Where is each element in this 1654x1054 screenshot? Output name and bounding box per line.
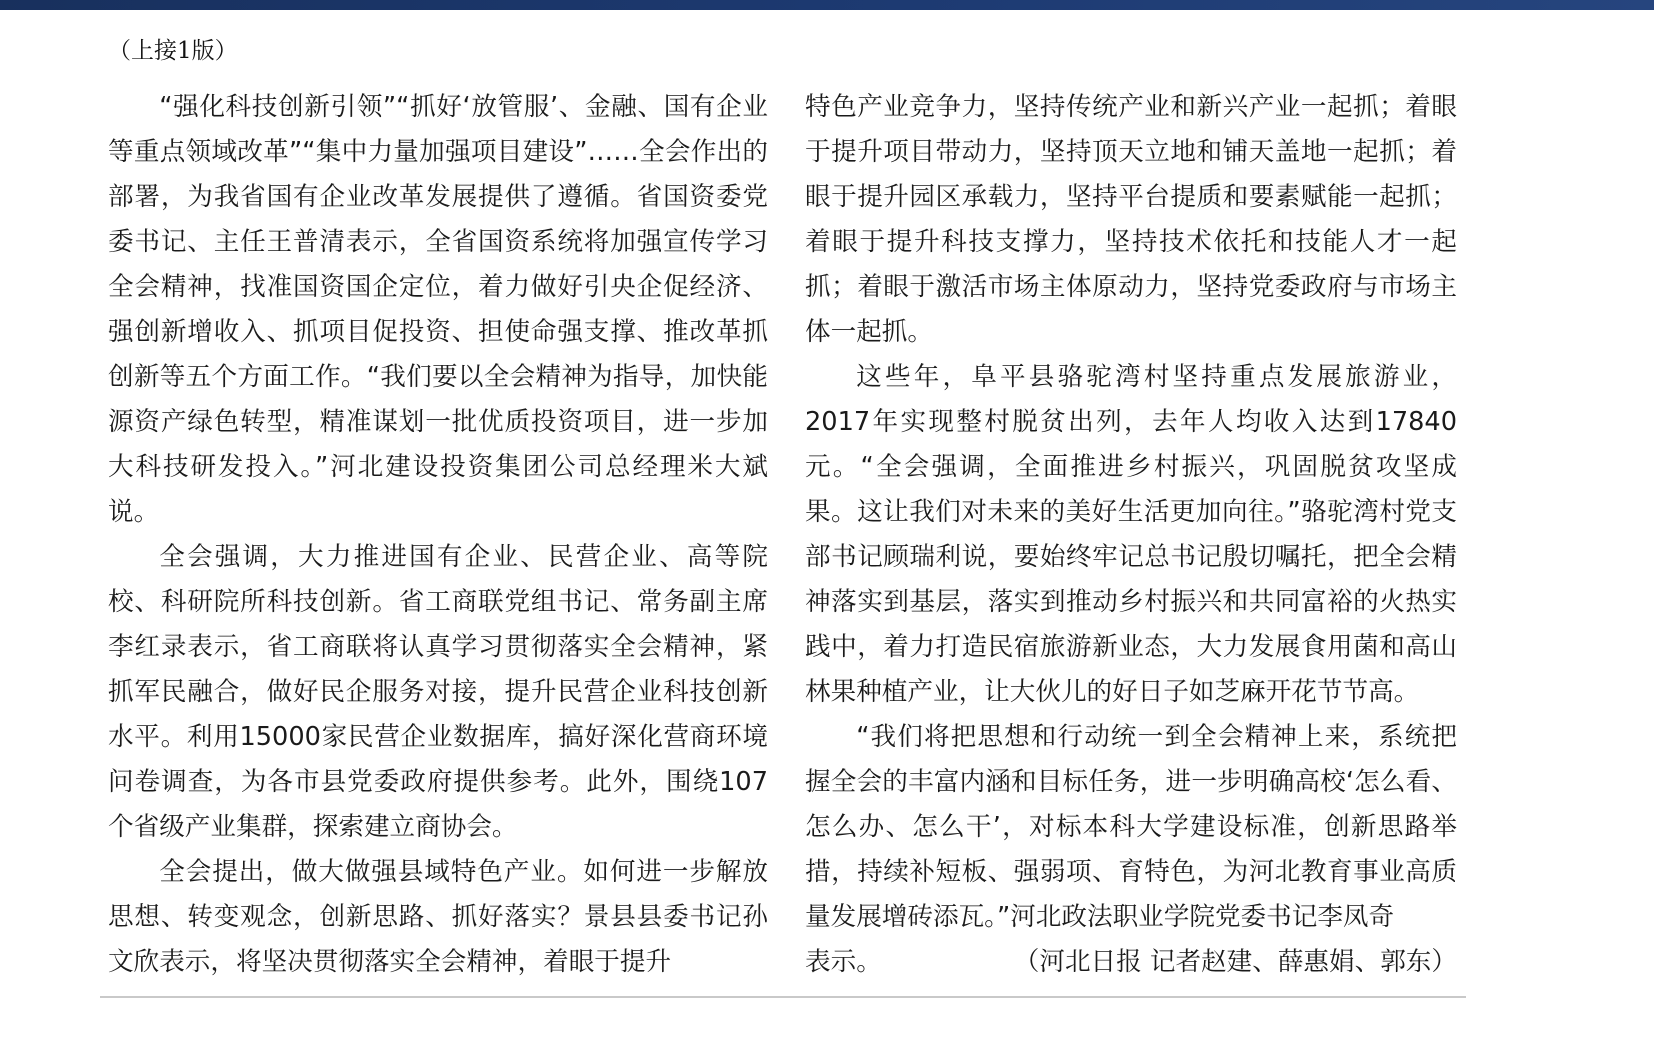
paragraph-county-industry: 全会提出，做大做强县域特色产业。如何进一步解放思想、转变观念，创新思路、抓好落实？景县县委书记孙文欣表示，将坚决贯彻落实全会精神，着眼于提升: [108, 857, 768, 977]
bottom-divider: [100, 996, 1466, 998]
paragraph-college: “我们将把思想和行动统一到全会精神上来，系统把握全会的丰富内涵和目标任务，进一步明确高校‘怎么看、怎么办、怎么干’，对标本科大学建设标准，创新思路举措，持续补短板、强弱项、育特色，为河北教育事业高质量发展增砖添瓦。”河北政法职业学院党委书记李凤奇: [805, 722, 1457, 932]
paragraph-continuation: 特色产业竞争力，坚持传统产业和新兴产业一起抓；着眼于提升项目带动力，坚持顶天立地和铺天盖地一起抓；着眼于提升园区承载力，坚持平台提质和要素赋能一起抓；着眼于提升科技支撑力，坚持技术依托和技能人才一起抓；着眼于激活市场主体原动力，坚持党委政府与市场主体一起抓。: [805, 92, 1457, 347]
paragraph-luotuowan-village: 这些年，阜平县骆驼湾村坚持重点发展旅游业，2017年实现整村脱贫出列，去年人均收入达到17840元。“全会强调，全面推进乡村振兴，巩固脱贫攻坚成果。这让我们对未来的美好生活更加向往。”骆驼湾村党支部书记顾瑞利说，要始终牢记总书记殷切嘱托，把全会精神落实到基层，落实到推动乡村振兴和共同富裕的火热实践中，着力打造民宿旅游新业态，大力发展食用菌和高山林果种植产业，让大伙儿的好日子如芝麻开花节节高。: [805, 362, 1457, 707]
reporter-byline: （河北日报 记者赵建、薛惠娟、郭东）: [1013, 947, 1457, 977]
closing-line: [805, 940, 1457, 985]
article-left-column: [108, 85, 768, 985]
continuation-label: （上接1版）: [108, 38, 238, 64]
paragraph-innovation: 全会强调，大力推进国有企业、民营企业、高等院校、科研院所科技创新。省工商联党组书记、常务副主席李红录表示，省工商联将认真学习贯彻落实全会精神，紧抓军民融合，做好民企服务对接，提升民营企业科技创新水平。利用15000家民营企业数据库，搞好深化营商环境问卷调查，为各市县党委政府提供参考。此外，围绕107个省级产业集群，探索建立商协会。: [108, 542, 768, 842]
top-header-band: [0, 0, 1654, 10]
paragraph-sasac: “强化科技创新引领”“抓好‘放管服’、金融、国有企业等重点领域改革”“集中力量加强项目建设”……全会作出的部署，为我省国有企业改革发展提供了遵循。省国资委党委书记、主任王普清表示，全省国资系统将加强宣传学习全会精神，找准国资国企定位，着力做好引央企促经济、强创新增收入、抓项目促投资、担使命强支撑、推改革抓创新等五个方面工作。“我们要以全会精神为指导，加快能源资产绿色转型，精准谋划一批优质投资项目，进一步加大科技研发投入。”河北建设投资集团公司总经理米大斌说。: [108, 92, 768, 527]
closing-text: 表示。: [805, 947, 882, 977]
article-right-column: [805, 85, 1457, 985]
